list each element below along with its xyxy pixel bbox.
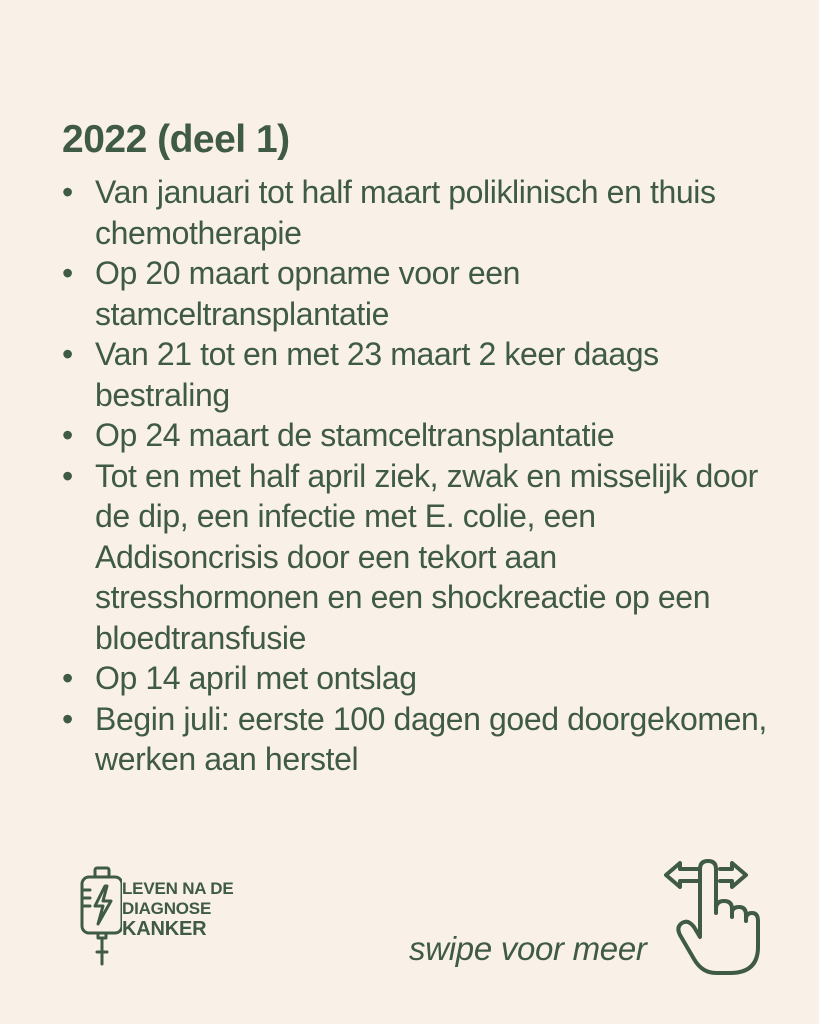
brand-logo — [78, 866, 238, 966]
list-item-text: Op 20 maart opname voor een stamceltransplantatie — [95, 255, 521, 332]
list-item — [60, 658, 780, 699]
swipe-hand-icon — [660, 855, 765, 980]
logo-wordmark — [122, 879, 233, 939]
iv-bag-lightning-icon — [78, 866, 122, 966]
logo-line-3: KANKER — [122, 918, 207, 940]
bullet: • — [62, 336, 73, 372]
list-item — [60, 172, 780, 253]
logo-line-2: DIAGNOSE — [122, 899, 212, 918]
list-item — [60, 415, 780, 456]
bullet: • — [62, 174, 73, 210]
logo-line-1: LEVEN NA DE — [122, 879, 234, 898]
list-item-text: Op 14 april met ontslag — [95, 660, 417, 696]
list-item-text: Van januari tot half maart poliklinisch en thuis chemotherapie — [95, 174, 716, 251]
bullet: • — [62, 700, 73, 737]
list-item — [60, 253, 780, 334]
bullet: • — [62, 457, 73, 494]
list-item-text: Tot en met half april ziek, zwak en misselijk door de dip, een infectie met E. colie, een Addisoncrisis door een tekort aan stresshormonen en een shockreactie op een bloedtransfusie — [95, 457, 758, 656]
swipe-hint: swipe voor meer — [409, 930, 647, 967]
bullet: • — [62, 417, 73, 453]
page-title: 2022 (deel 1) — [62, 118, 290, 161]
list-item-text: Op 24 maart de stamceltransplantatie — [95, 417, 615, 453]
list-item — [60, 699, 780, 780]
list-item-text: Van 21 tot en met 23 maart 2 keer daags bestraling — [95, 336, 659, 413]
timeline-list — [60, 172, 780, 780]
list-item — [60, 334, 780, 415]
bullet: • — [62, 255, 73, 291]
list-item-text: Begin juli: eerste 100 dagen goed doorgekomen, werken aan herstel — [95, 700, 767, 777]
list-item — [60, 456, 780, 659]
bullet: • — [62, 660, 73, 696]
